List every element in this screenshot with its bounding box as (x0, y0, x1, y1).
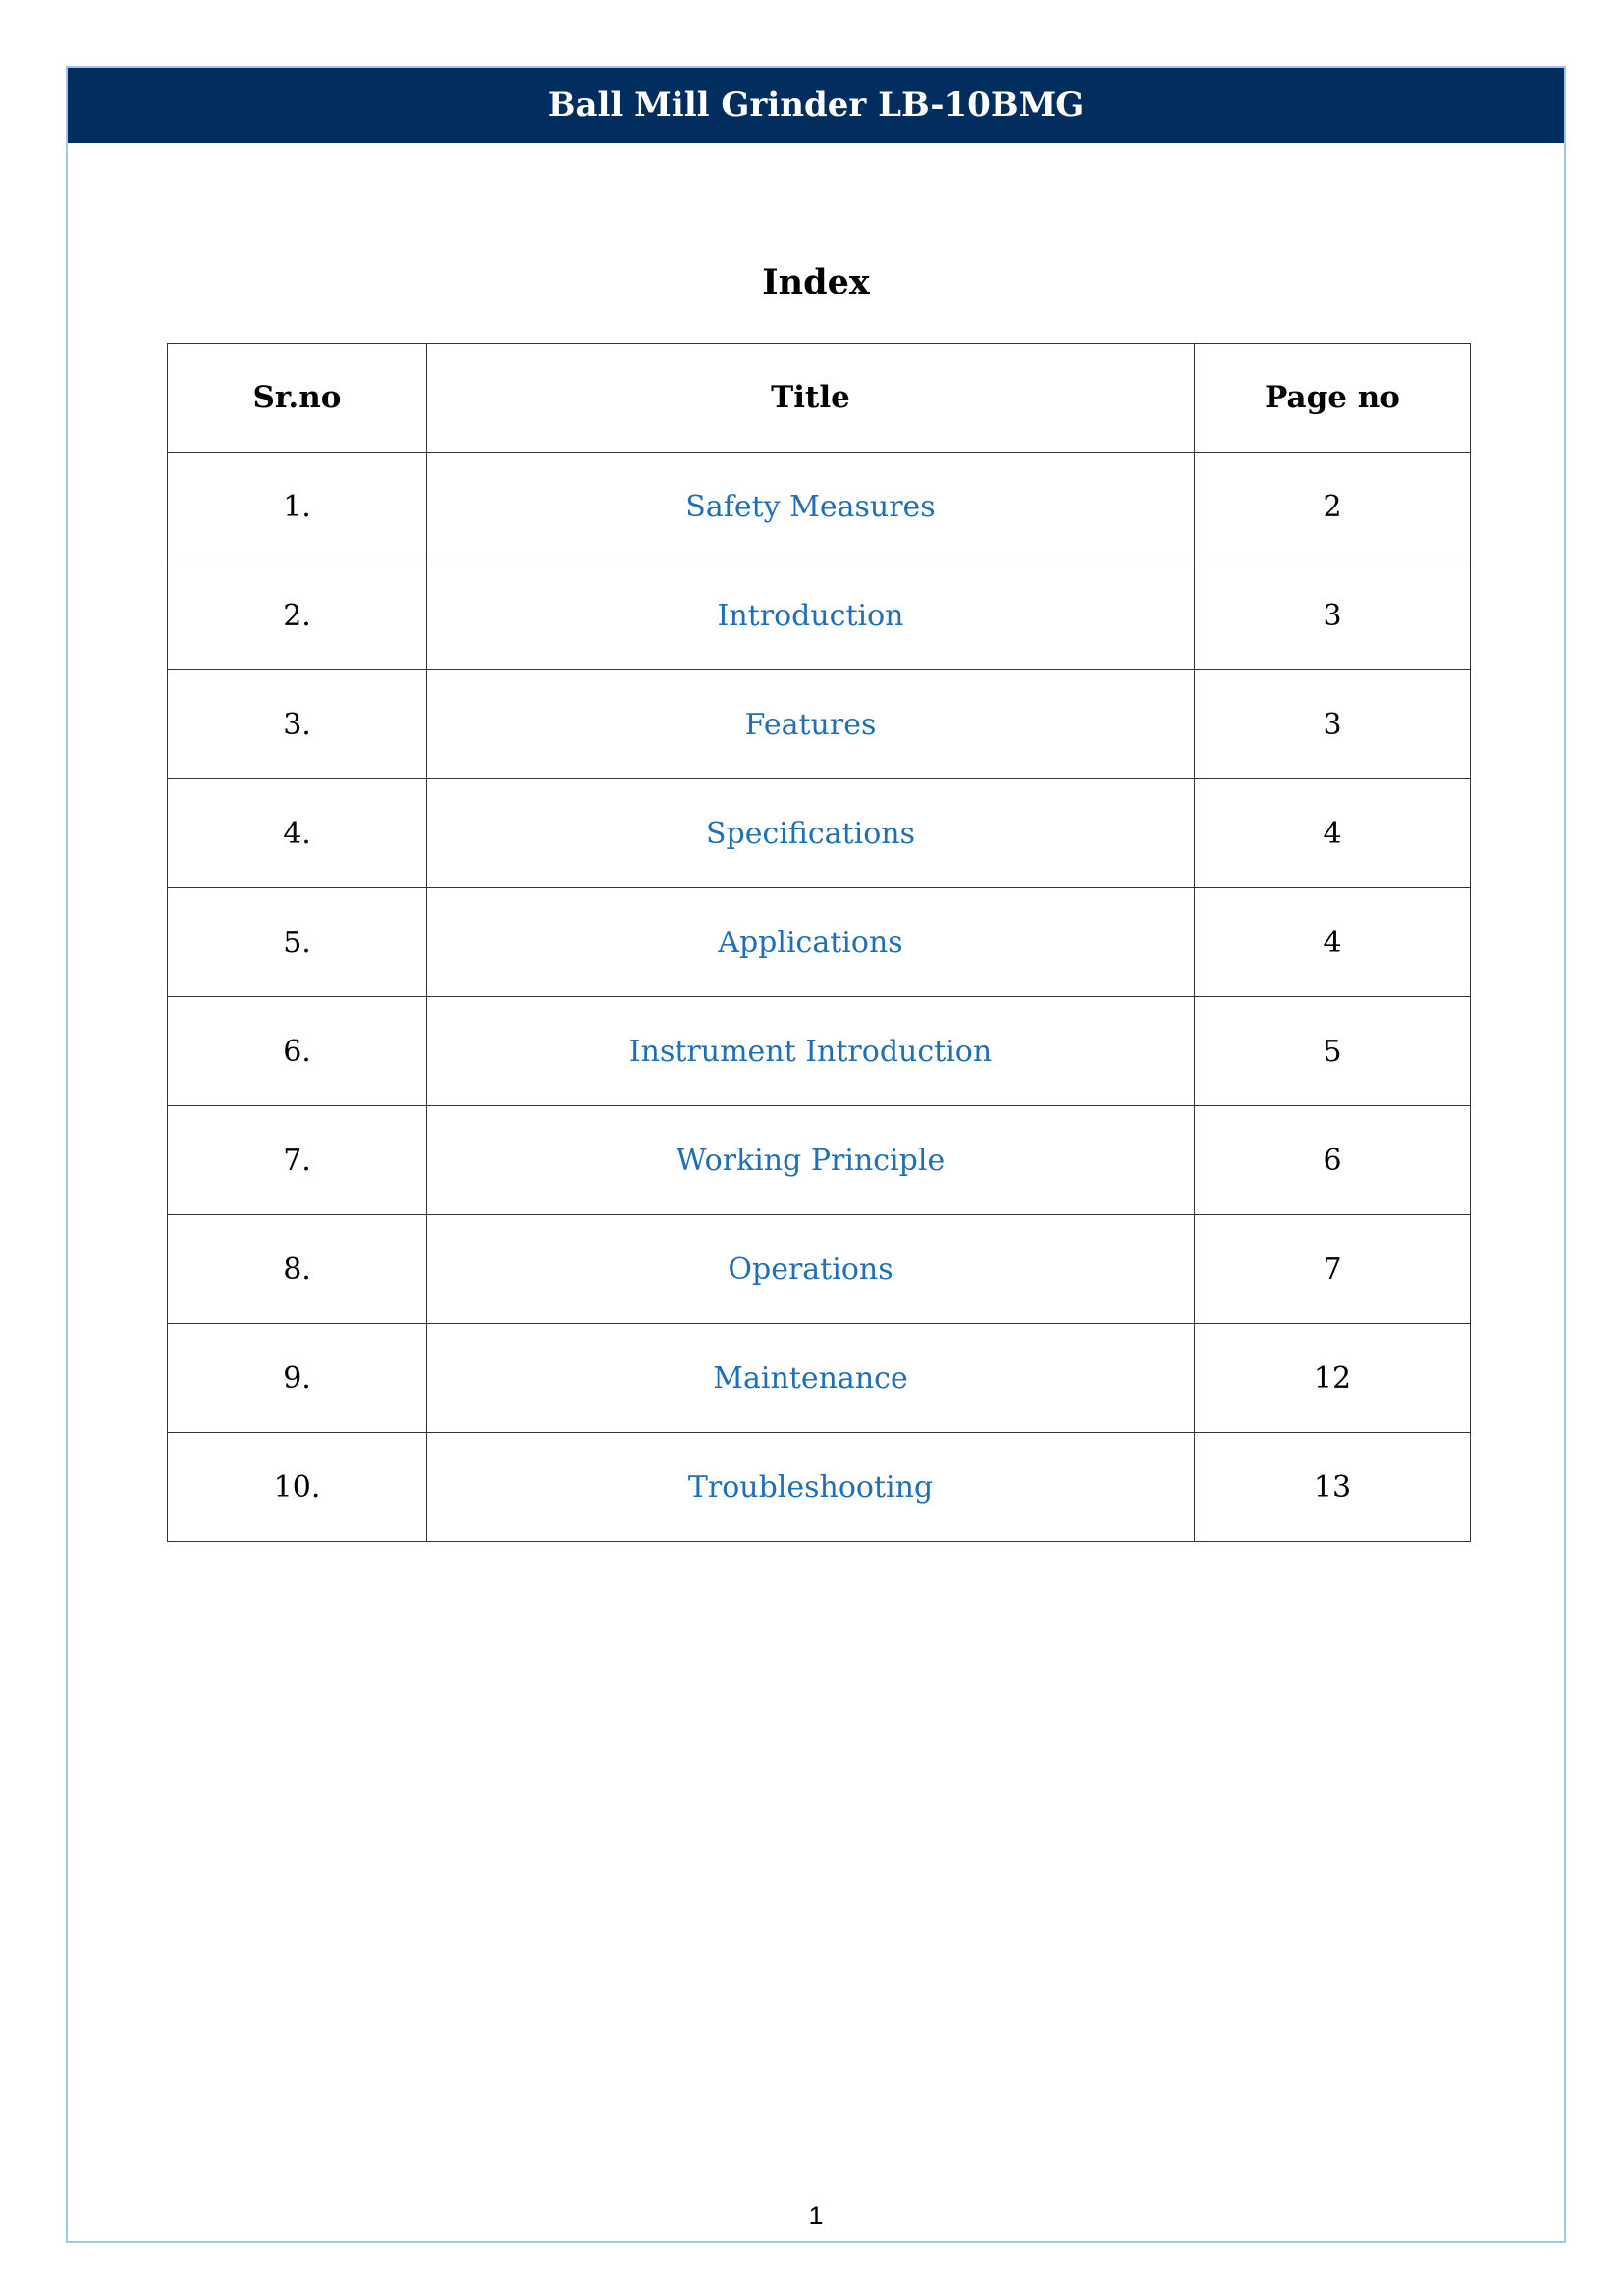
row-srno: 9. (168, 1324, 427, 1433)
row-page: 7 (1195, 1215, 1471, 1324)
table-row (168, 1106, 1471, 1215)
row-srno: 5. (168, 888, 427, 997)
row-title-cell (427, 997, 1195, 1106)
table-row (168, 779, 1471, 888)
row-page: 12 (1195, 1324, 1471, 1433)
table-header-row (168, 344, 1471, 453)
table-row (168, 1215, 1471, 1324)
row-srno: 1. (168, 453, 427, 561)
row-page: 3 (1195, 561, 1471, 670)
row-page: 4 (1195, 888, 1471, 997)
table-row (168, 1433, 1471, 1542)
document-header: Ball Mill Grinder LB-10BMG (68, 68, 1564, 143)
row-title-cell (427, 561, 1195, 670)
row-title-link[interactable]: Applications (718, 925, 903, 960)
table-row (168, 1324, 1471, 1433)
row-title-cell (427, 1215, 1195, 1324)
row-title-link[interactable]: Introduction (717, 598, 904, 633)
page-frame (66, 66, 1566, 2243)
row-title-cell (427, 1433, 1195, 1542)
row-srno: 7. (168, 1106, 427, 1215)
row-srno: 3. (168, 670, 427, 779)
column-header-page: Page no (1195, 344, 1471, 453)
row-page: 2 (1195, 453, 1471, 561)
row-page: 4 (1195, 779, 1471, 888)
row-title-cell (427, 779, 1195, 888)
page-number: 1 (808, 2201, 824, 2230)
row-page: 13 (1195, 1433, 1471, 1542)
row-title-link[interactable]: Specifications (705, 816, 916, 851)
table-row (168, 670, 1471, 779)
row-page: 6 (1195, 1106, 1471, 1215)
column-header-title: Title (427, 344, 1195, 453)
row-srno: 8. (168, 1215, 427, 1324)
row-title-cell (427, 888, 1195, 997)
row-title-link[interactable]: Troubleshooting (687, 1469, 934, 1505)
row-title-cell (427, 453, 1195, 561)
row-title-link[interactable]: Maintenance (713, 1361, 908, 1396)
row-srno: 4. (168, 779, 427, 888)
table-row (168, 997, 1471, 1106)
table-row (168, 561, 1471, 670)
row-title-cell (427, 670, 1195, 779)
row-title-link[interactable]: Operations (728, 1252, 893, 1287)
table-row (168, 453, 1471, 561)
row-title-cell (427, 1106, 1195, 1215)
row-srno: 2. (168, 561, 427, 670)
table-row (168, 888, 1471, 997)
index-table (167, 343, 1471, 1542)
row-page: 3 (1195, 670, 1471, 779)
row-title-link[interactable]: Instrument Introduction (628, 1034, 993, 1069)
row-title-link[interactable]: Features (744, 707, 877, 742)
row-srno: 10. (168, 1433, 427, 1542)
column-header-srno: Sr.no (168, 344, 427, 453)
index-heading: Index (762, 262, 870, 302)
row-title-link[interactable]: Safety Measures (685, 489, 936, 524)
row-title-cell (427, 1324, 1195, 1433)
row-title-link[interactable]: Working Principle (676, 1143, 946, 1178)
row-page: 5 (1195, 997, 1471, 1106)
row-srno: 6. (168, 997, 427, 1106)
